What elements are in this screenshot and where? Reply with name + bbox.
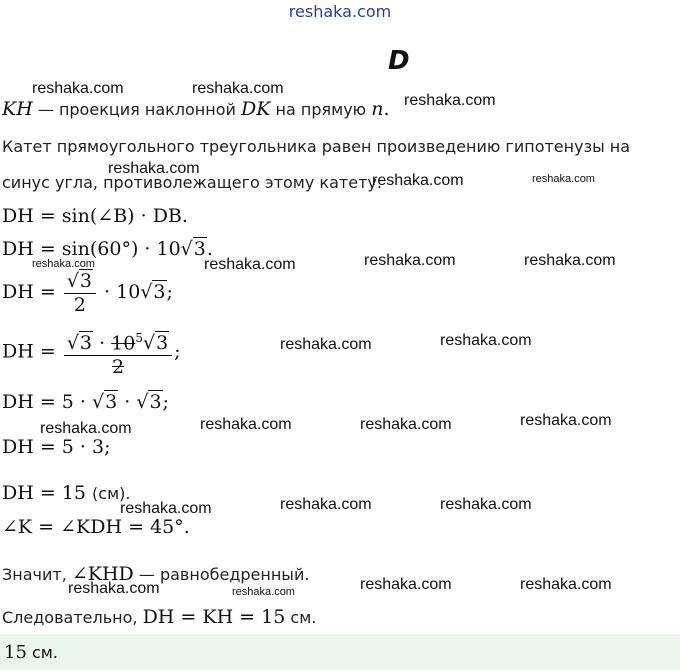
equation-6: DH = 5 · 3;: [2, 436, 111, 458]
equation-3-end: ;: [166, 281, 173, 303]
n-symbol: n: [371, 98, 384, 120]
denominator: 2: [73, 294, 86, 316]
kh-symbol: KH: [2, 98, 33, 120]
conclusion-2-unit: см.: [285, 608, 317, 627]
period: .: [383, 98, 390, 120]
watermark: reshaka.com: [68, 580, 160, 597]
equation-5-end: ;: [162, 391, 169, 413]
radicand: 3: [79, 270, 93, 292]
site-header[interactable]: reshaka.com: [288, 2, 392, 21]
reduced-5: 5: [135, 331, 143, 345]
watermark: reshaka.com: [204, 256, 296, 273]
line-text: на прямую: [270, 100, 372, 119]
sqrt-3: √3: [66, 270, 93, 292]
equation-3-prefix: DH =: [2, 281, 62, 303]
conclusion-2-prefix: Следовательно,: [2, 608, 143, 627]
watermark: reshaka.com: [32, 80, 124, 97]
equation-8: ∠K = ∠KDH = 45°.: [2, 516, 190, 538]
conclusion-2-equation: DH = KH = 15: [142, 606, 286, 628]
projection-text: — проекция наклонной: [32, 100, 241, 119]
radicand: 3: [153, 281, 166, 303]
dk-symbol: DK: [241, 98, 271, 120]
watermark: reshaka.com: [440, 496, 532, 513]
theorem-line-2: синус угла, противолежащего этому катету.: [2, 173, 382, 192]
watermark: reshaka.com: [108, 160, 200, 177]
equation-5-prefix: DH = 5 ·: [2, 391, 93, 413]
struck-10: 10: [111, 332, 136, 355]
conclusion-1-end: — равнобедренный.: [133, 565, 310, 584]
equation-2-prefix: DH = sin(60°) · 10: [2, 238, 181, 260]
equation-7: [2, 482, 130, 504]
equation-5: [2, 391, 169, 413]
sqrt-3: √3: [180, 238, 206, 260]
radicand: 3: [156, 332, 169, 355]
sqrt-3: √3: [140, 281, 166, 303]
angle-khd: ∠KHD: [71, 563, 134, 585]
watermark: reshaka.com: [32, 258, 95, 270]
watermark: reshaka.com: [232, 586, 295, 598]
watermark: reshaka.com: [192, 80, 284, 97]
fraction: [64, 327, 172, 378]
sqrt-3: √3: [142, 332, 169, 355]
theorem-line-1: Катет прямоугольного треугольника равен произведению гипотенузы на: [2, 137, 631, 156]
watermark: reshaka.com: [280, 496, 372, 513]
equation-3: [2, 270, 173, 316]
sqrt-3: √3: [136, 391, 162, 413]
answer-value: 15: [4, 642, 27, 663]
watermark: reshaka.com: [40, 420, 132, 437]
equation-7-unit: (см).: [92, 484, 131, 503]
radicand: 3: [79, 332, 93, 355]
dot: ·: [93, 332, 112, 355]
equation-2: [2, 238, 213, 260]
answer-unit: см.: [26, 643, 58, 662]
watermark: reshaka.com: [360, 576, 452, 593]
radicand: 3: [149, 391, 162, 413]
equation-2-end: .: [206, 238, 213, 260]
watermark: reshaka.com: [440, 332, 532, 349]
watermark: reshaka.com: [364, 252, 456, 269]
dot: ·: [118, 391, 137, 413]
watermark: reshaka.com: [120, 500, 212, 517]
watermark: reshaka.com: [200, 416, 292, 433]
radicand: 3: [193, 238, 206, 260]
radicand: 3: [105, 391, 118, 413]
numerator: [64, 270, 96, 294]
watermark: reshaka.com: [372, 172, 464, 189]
sqrt-3: √3: [66, 332, 93, 355]
watermark: reshaka.com: [360, 416, 452, 433]
watermark: reshaka.com: [524, 252, 616, 269]
watermark: reshaka.com: [520, 576, 612, 593]
fraction: [64, 270, 96, 316]
equation-3-mid: · 10: [98, 281, 141, 303]
watermark: reshaka.com: [532, 173, 595, 185]
projection-statement: [2, 98, 390, 120]
answer: [4, 642, 58, 663]
figure-label: D: [388, 46, 410, 76]
conclusion-1-prefix: Значит,: [2, 565, 72, 584]
denominator: 2: [111, 356, 125, 379]
answer-bar: [0, 634, 680, 670]
numerator: [64, 327, 172, 356]
equation-4: [2, 327, 181, 378]
equation-4-end: ;: [174, 340, 181, 363]
equation-1: DH = sin(∠B) · DB.: [2, 205, 188, 227]
watermark: reshaka.com: [280, 336, 372, 353]
conclusion-2: [2, 606, 316, 628]
watermark: reshaka.com: [404, 92, 496, 109]
sqrt-3: √3: [92, 391, 118, 413]
equation-4-prefix: DH =: [2, 340, 62, 363]
equation-7-value: DH = 15: [2, 482, 93, 504]
watermark: reshaka.com: [520, 412, 612, 429]
